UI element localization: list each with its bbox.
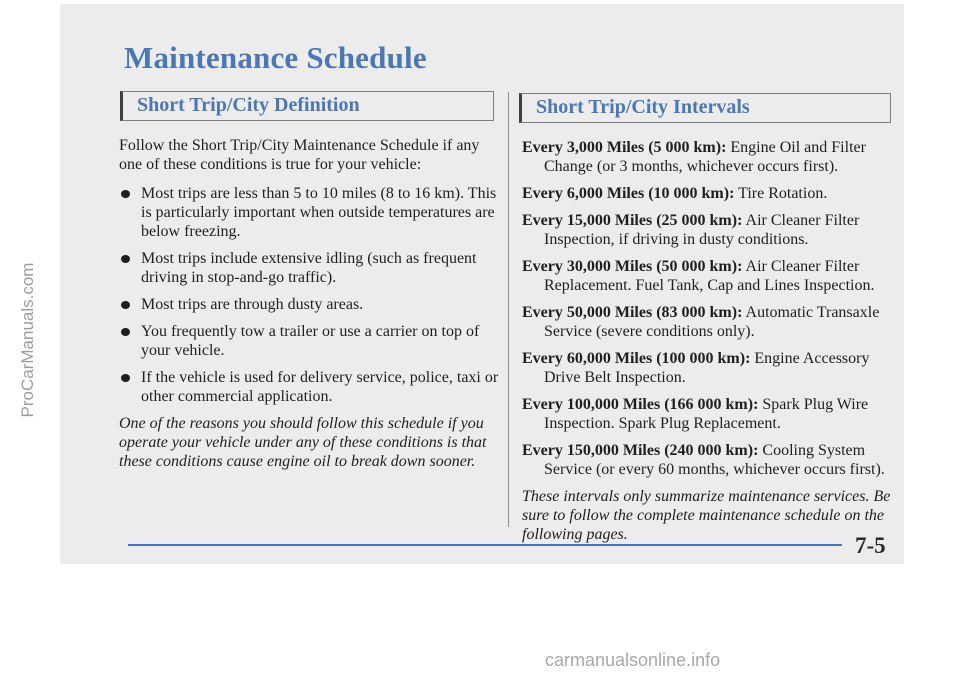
list-item: Most trips include extensive idling (such as frequent driving in stop-and-go traffic). [119, 249, 504, 287]
interval-item: Every 100,000 Miles (166 000 km): Spark Plug Wire Inspection. Spark Plug Replacement. [522, 396, 869, 432]
left-italic-note: One of the reasons you should follow this schedule if you operate your vehicle under any of these conditions is that these conditions cause engine oil to break down sooner. [119, 415, 487, 470]
bullet-icon [121, 374, 130, 382]
bullet-icon [121, 190, 130, 198]
bullet-icon [121, 255, 130, 263]
right-section-heading: Short Trip/City Intervals [536, 96, 750, 118]
interval-item: Every 30,000 Miles (50 000 km): Air Cleaner Filter Replacement. Fuel Tank, Cap and Lines Inspection. [522, 258, 875, 294]
left-section-heading-box [120, 91, 494, 121]
interval-item: Every 60,000 Miles (100 000 km): Engine Accessory Drive Belt Inspection. [522, 350, 870, 386]
page-title: Maintenance Schedule [124, 40, 427, 75]
left-column [119, 136, 504, 471]
intro-paragraph: Follow the Short Trip/City Maintenance Schedule if any one of these conditions is true for your vehicle: [119, 137, 480, 173]
column-divider [508, 92, 509, 527]
interval-item: Every 150,000 Miles (240 000 km): Cooling System Service (or every 60 months, whichever occurs first). [522, 442, 885, 478]
interval-item: Every 3,000 Miles (5 000 km): Engine Oil and Filter Change (or 3 months, whichever occurs first). [522, 139, 866, 175]
interval-item: Every 6,000 Miles (10 000 km): Tire Rotation. [522, 185, 828, 202]
right-section-heading-box [519, 93, 891, 123]
footer-rule [128, 544, 842, 546]
right-italic-note: These intervals only summarize maintenance services. Be sure to follow the complete maintenance schedule on the following pages. [522, 488, 891, 543]
condition-list [119, 184, 504, 406]
side-watermark [16, 150, 40, 530]
interval-item: Every 15,000 Miles (25 000 km): Air Cleaner Filter Inspection, if driving in dusty conditions. [522, 212, 860, 248]
list-item: You frequently tow a trailer or use a carrier on top of your vehicle. [119, 322, 504, 360]
right-column [522, 138, 900, 544]
side-watermark-text: ProCarManuals.com [18, 262, 37, 418]
page-number: 7-5 [855, 533, 886, 558]
list-item: Most trips are through dusty areas. [119, 295, 504, 314]
left-section-heading: Short Trip/City Definition [137, 94, 360, 116]
bullet-icon [121, 301, 130, 309]
list-item: If the vehicle is used for delivery service, police, taxi or other commercial application. [119, 368, 504, 406]
footer-watermark: carmanualsonline.info [545, 650, 721, 670]
interval-item: Every 50,000 Miles (83 000 km): Automatic Transaxle Service (severe conditions only). [522, 304, 880, 340]
list-item: Most trips are less than 5 to 10 miles (8 to 16 km). This is particularly important when outside temperatures are below freezing. [119, 184, 504, 241]
bullet-icon [121, 328, 130, 336]
